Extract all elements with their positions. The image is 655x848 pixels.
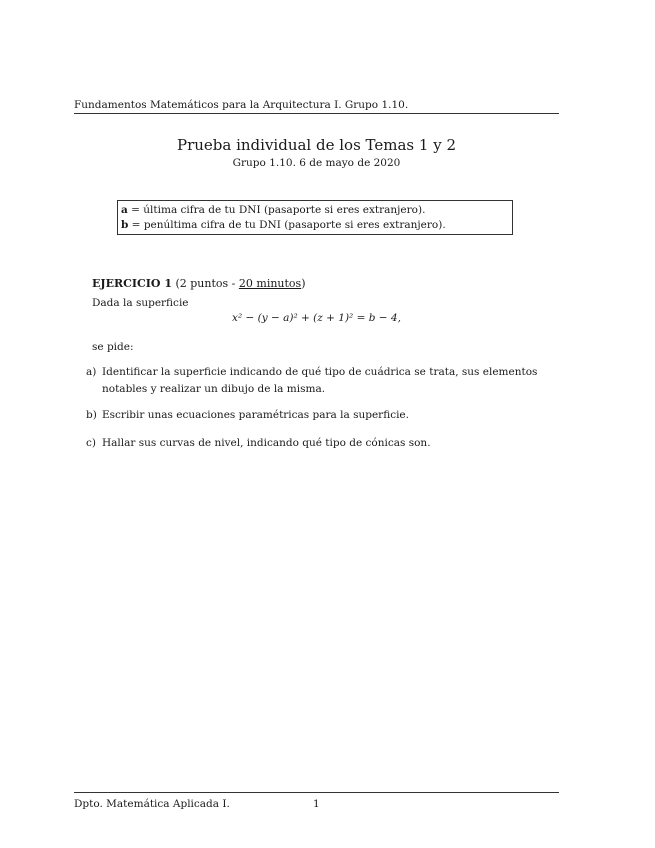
exercise-item-b xyxy=(86,407,566,424)
footer-rule xyxy=(74,792,559,793)
item-text: Escribir unas ecuaciones paramétricas para la superficie. xyxy=(102,409,409,421)
page-number: 1 xyxy=(313,798,320,810)
document-subtitle: Grupo 1.10. 6 de mayo de 2020 xyxy=(232,157,401,169)
document-title: Prueba individual de los Temas 1 y 2 xyxy=(176,136,456,154)
item-label: c) xyxy=(86,437,96,449)
item-text: Hallar sus curvas de nivel, indicando qué tipo de cónicas son. xyxy=(102,437,431,449)
exercise-time: 20 minutos xyxy=(238,277,302,290)
exercise-points-open: (2 puntos - xyxy=(171,277,239,290)
exercise-item-a xyxy=(86,364,566,398)
surface-equation-text: x² − (y − a)² + (z + 1)² = b − 4, xyxy=(232,312,401,324)
exercise-item-c xyxy=(86,435,566,452)
running-header: Fundamentos Matemáticos para la Arquitectura I. Grupo 1.10. xyxy=(74,99,409,111)
instruction-a-text: = última cifra de tu DNI (pasaporte si eres extranjero). xyxy=(127,204,426,216)
footer-department: Dpto. Matemática Aplicada I. xyxy=(74,798,230,810)
item-label: b) xyxy=(86,409,97,421)
item-label: a) xyxy=(86,366,97,378)
instruction-b-text: = penúltima cifra de tu DNI (pasaporte si eres extranjero). xyxy=(128,219,446,231)
exercise-title: EJERCICIO 1 xyxy=(92,277,172,290)
exercise-intro: Dada la superficie xyxy=(92,297,189,309)
instruction-line-b xyxy=(121,218,512,233)
exercise-prompt: se pide: xyxy=(92,341,134,353)
header-rule xyxy=(74,113,559,114)
instruction-line-a xyxy=(121,203,512,218)
exercise-heading xyxy=(92,277,306,290)
var-b: b xyxy=(121,219,129,231)
exercise-points-close: ) xyxy=(301,277,306,290)
item-text: Identificar la superficie indicando de qué tipo de cuádrica se trata, sus elementos notables y realizar un dibujo de la misma. xyxy=(102,366,538,395)
surface-equation xyxy=(74,312,559,324)
var-a: a xyxy=(121,204,128,216)
instructions-box xyxy=(117,200,513,235)
